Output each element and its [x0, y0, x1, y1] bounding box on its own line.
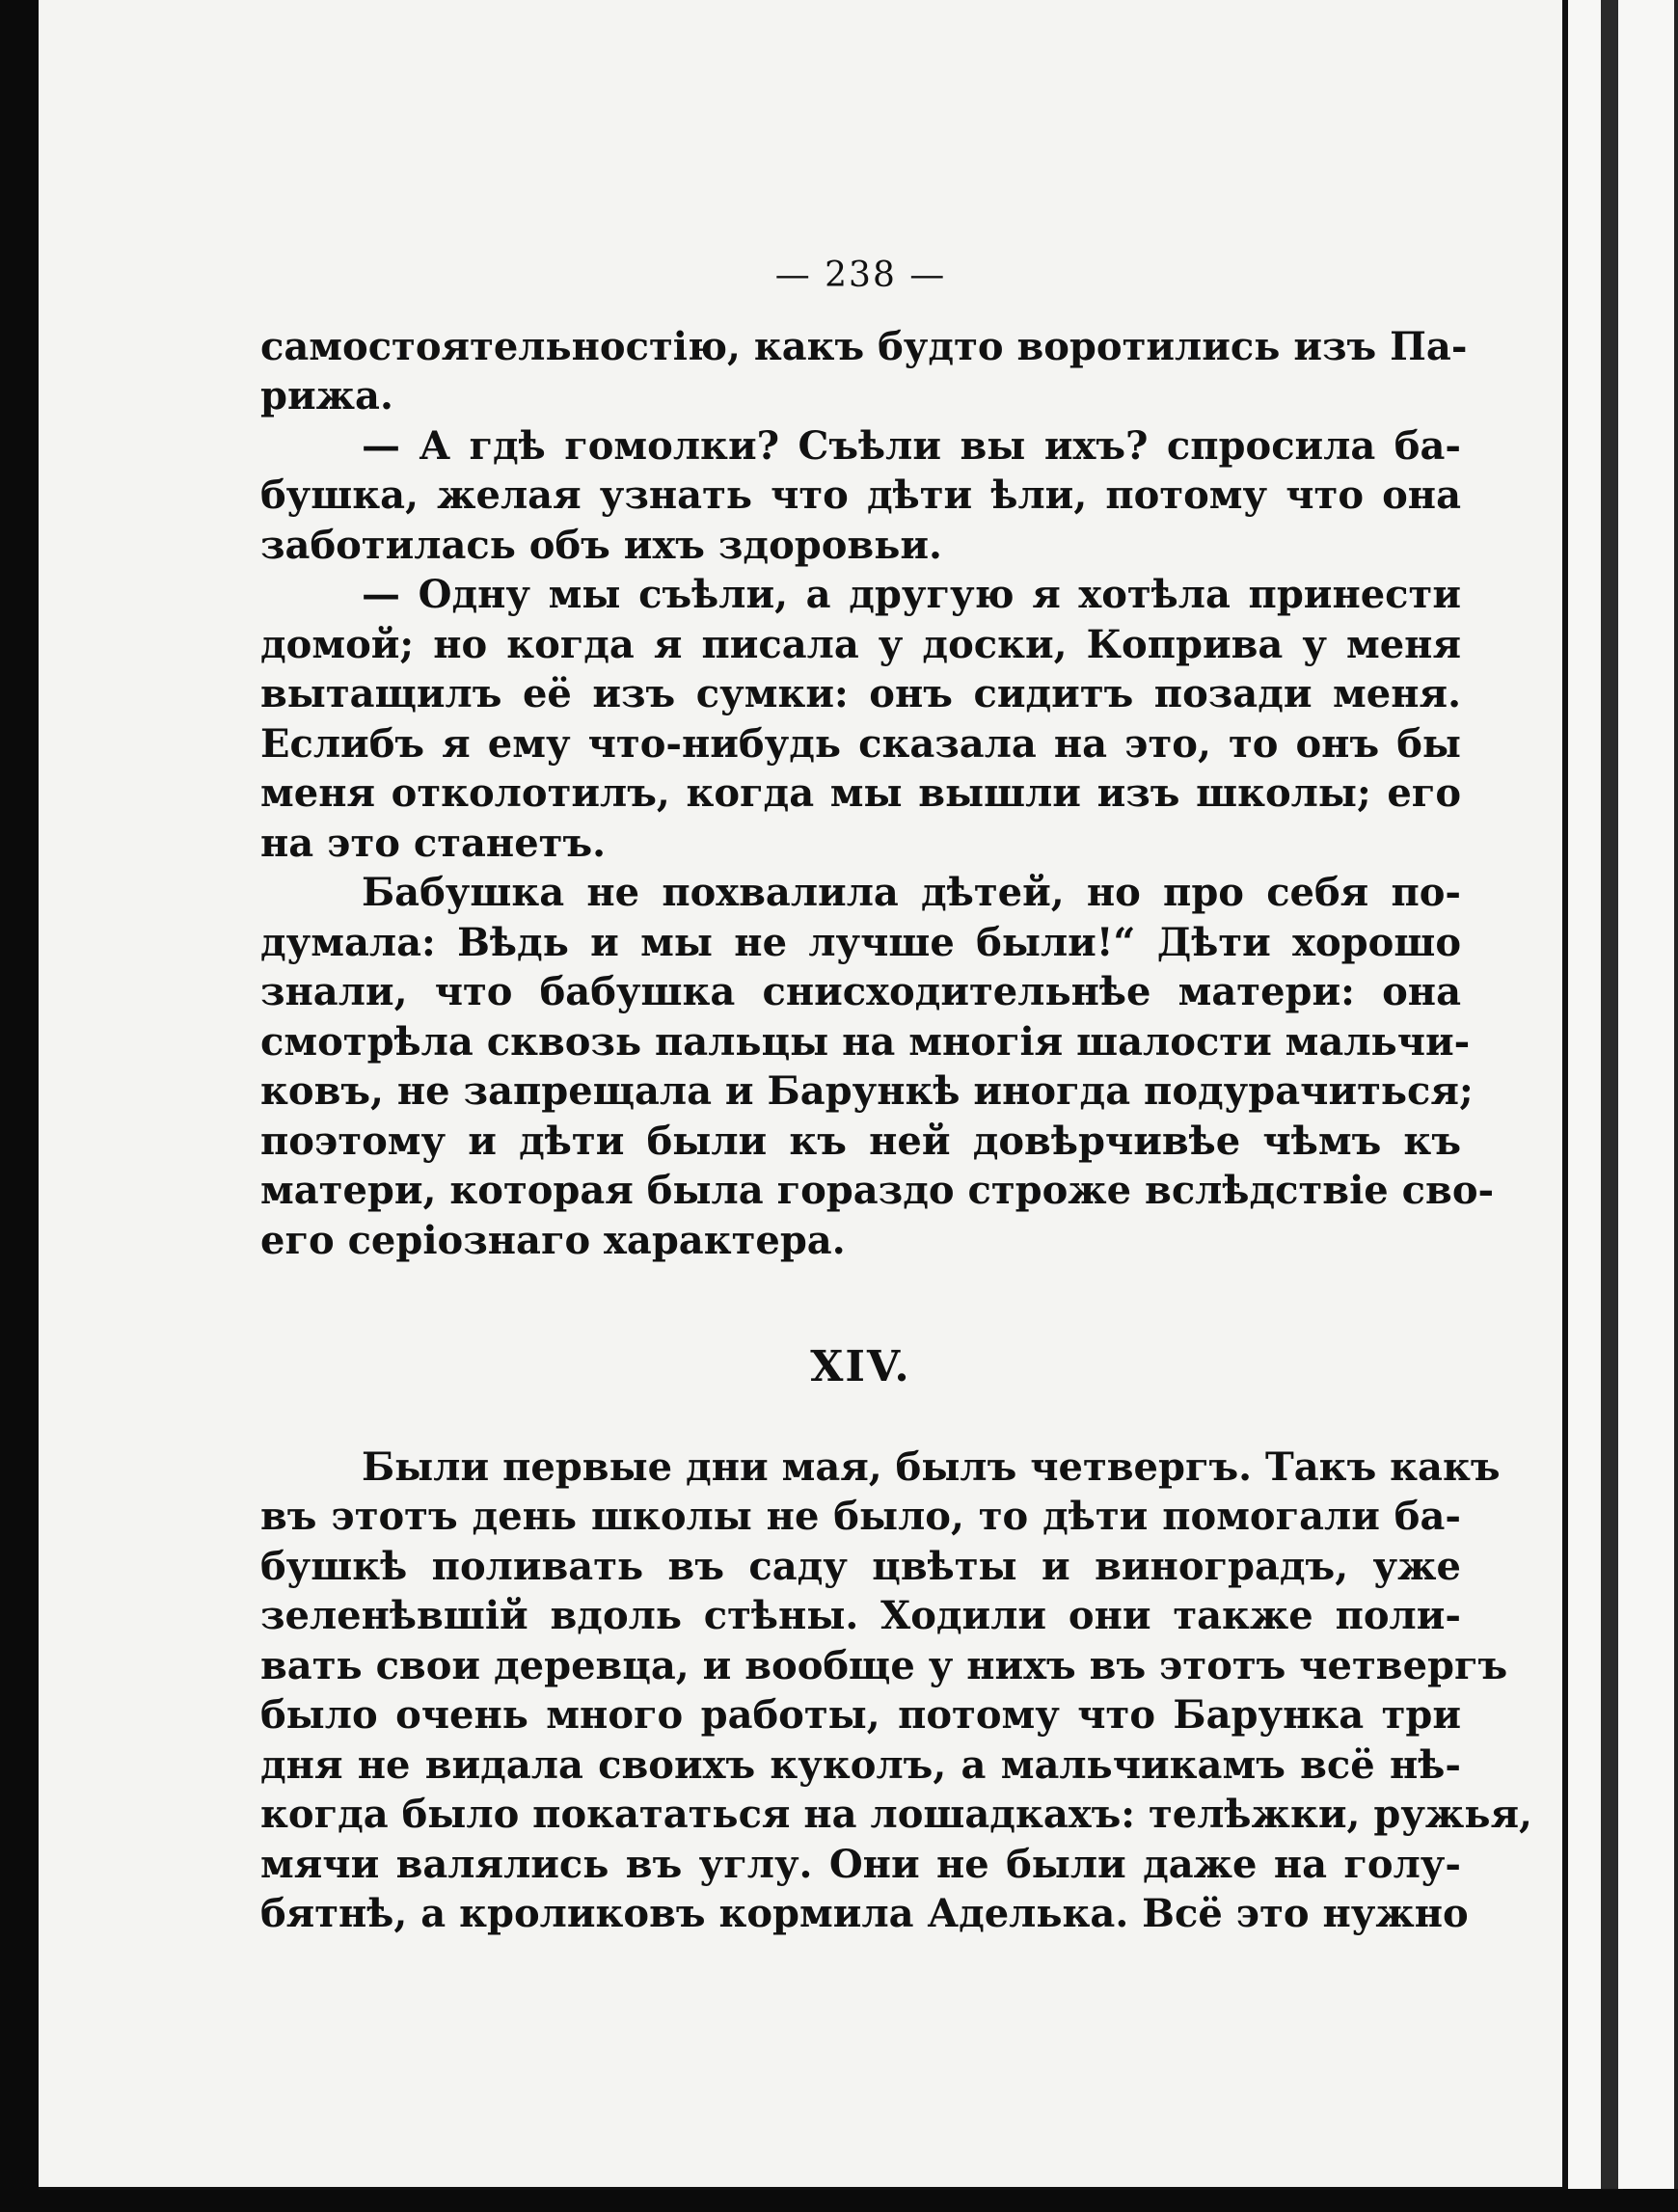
paragraph-narration: [260, 868, 1495, 1265]
text-line: смотрѣла сквозь пальцы на многія шалости мальчи-: [260, 1018, 1471, 1065]
text-line: было очень много работы, потому что Барунка три: [260, 1692, 1461, 1738]
text-line: ковъ, не запрещала и Барункѣ иногда подурачиться;: [260, 1068, 1474, 1114]
text-line: матери, которая была гораздо строже вслѣдствіе сво-: [260, 1168, 1495, 1213]
text-line: знали, что бабушка снисходительнѣе матери: она: [260, 969, 1461, 1014]
text-line: поэтому и дѣти были къ ней довѣрчивѣе чѣмъ къ: [260, 1118, 1461, 1164]
text-line: его серіознаго характера.: [260, 1217, 846, 1263]
text-line: бятнѣ, а кроликовъ кормила Аделька. Всё это нужно: [260, 1891, 1469, 1936]
text-line: бушка, желая узнать что дѣти ѣли, потому что она: [260, 472, 1461, 518]
text-line: — А гдѣ гомолки? Съѣли вы ихъ? спросила ба-: [362, 422, 1461, 469]
text-line: самостоятельностію, какъ будто воротились изъ Па-: [260, 323, 1468, 369]
text-line: думала: Вѣдь и мы не лучше были!“ Дѣти хорошо: [260, 919, 1461, 965]
text-line: бушкѣ поливать въ саду цвѣты и виноградъ, уже: [260, 1543, 1461, 1589]
text-line: зеленѣвшій вдоль стѣны. Ходили они также поли-: [260, 1593, 1461, 1638]
paragraph-chapter-start: [260, 1443, 1532, 1939]
text-line: Бабушка не похвалила дѣтей, но про себя по-: [362, 870, 1461, 915]
text-line: меня отколотилъ, когда мы вышли изъ школы; его: [260, 770, 1461, 816]
text-line: Были первые дни мая, былъ четвергъ. Такъ какъ: [362, 1443, 1501, 1490]
text-line: рижа.: [260, 373, 393, 418]
text-line: вать свои деревца, и вообще у нихъ въ этотъ четвергъ: [260, 1642, 1508, 1688]
text-line: домой; но когда я писала у доски, Коприва у меня: [260, 621, 1461, 667]
paragraph-dialogue-barunka: [260, 570, 1461, 868]
paragraph-dialogue-grandmother: [260, 421, 1461, 571]
page-gutter: [1601, 0, 1618, 2189]
text-line: мячи валялись въ углу. Они не были даже на голу-: [260, 1841, 1461, 1887]
text-line: — Одну мы съѣли, а другую я хотѣла принести: [362, 572, 1461, 617]
page-number: — 238 —: [774, 256, 947, 295]
text-line: на это станетъ.: [260, 820, 607, 866]
adjacent-page-edge: [1562, 0, 1678, 2189]
text-line: вытащилъ её изъ сумки: онъ сидитъ позади меня.: [260, 671, 1461, 716]
text-line: дня не видала своихъ куколъ, а мальчикамъ всё нѣ-: [260, 1741, 1461, 1788]
text-line: въ этотъ день школы не было, то дѣти помогали ба-: [260, 1494, 1461, 1539]
paragraph-continuation: [260, 322, 1468, 421]
text-line: когда было покататься на лошадкахъ: телѣжки, ружья,: [260, 1792, 1532, 1837]
text-line: заботилась объ ихъ здоровьи.: [260, 522, 942, 568]
page-text: [260, 251, 1532, 1939]
text-line: Еслибъ я ему что-нибудь сказала на это, то онъ бы: [260, 720, 1461, 767]
chapter-heading: XIV.: [810, 1342, 911, 1391]
